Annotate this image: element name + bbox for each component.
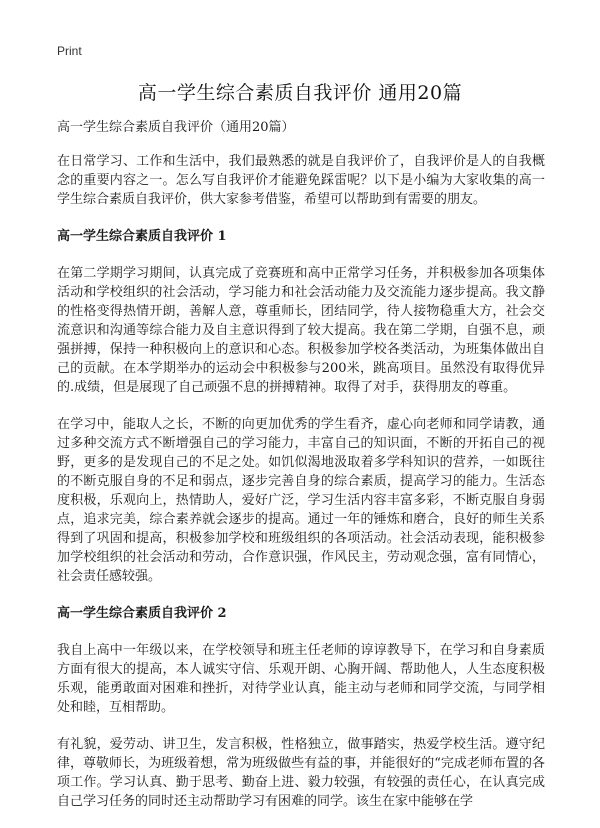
- document-title: 高一学生综合素质自我评价 通用20篇: [137, 82, 463, 104]
- section-paragraph: 在第二学期学习期间，认真完成了竞赛班和高中正常学习任务，并积极参加各项集体活动和学校组织的社会活动，学习能力和社会活动能力及交流能力逐步提高。我文静的性格变得热情开朗，善解人意，尊重师长，团结同学，待人接物稳重大方，社会交流意识和沟通等综合能力及自主意识得到了较大提高。我在第二学期，自强不息，顽强拼搏，保持一种积极向上的意识和心态。积极参加学校各类活动，为班集体做出自己的贡献。在本学期举办的运动会中积极参与200米，跳高项目。虽然没有取得优异的.成绩，但是展现了自己顽强不息的拼搏精神。取得了对手，获得朋友的尊重。: [57, 266, 545, 395]
- section-paragraph: 有礼貌，爱劳动、讲卫生，发言积极，性格独立，做事踏实，热爱学校生活。遵守纪律，尊敬师长，为班级着想，常为班级做些有益的事，并能很好的“完成老师布置的各项工作。学习认真、勤于思考、勤奋上进、毅力较强，有较强的责任心，在认真完成自己学习任务的同时还主动帮助学习有困难的同学。该生在家中能够在学: [57, 737, 545, 809]
- section-heading: 高一学生综合素质自我评价 2: [57, 606, 227, 621]
- document-body: [57, 118, 545, 828]
- section-2: [57, 604, 545, 811]
- document-subtitle: 高一学生综合素质自我评价（通用20篇）: [57, 120, 295, 135]
- print-link[interactable]: Print: [57, 44, 82, 58]
- section-paragraph: 在学习中，能取人之长，不断的向更加优秀的学生看齐，虚心向老师和同学请教，通过多种交流方式不断增强自己的学习能力，丰富自己的知识面，不断的开拓自己的视野，更多的是发现自己的不足之处。如饥似渴地汲取着多学科知识的营养，一如既往的不断克服自身的不足和弱点，逐步完善自身的综合素质，提高学习的能力。生活态度积极，乐观向上，热情助人，爱好广泛，学习生活内容丰富多彩，不断克服自身弱点，追求完美，综合素养就会逐步的提高。通过一年的锤炼和磨合，良好的师生关系得到了巩固和提高，积极参加学校和班级组织的各项活动。社会活动表现，能积极参加学校组织的社会活动和劳动，合作意识强，作风民主，劳动观念强，富有同情心，社会责任感较强。: [57, 417, 545, 584]
- section-1: [57, 227, 545, 586]
- intro-paragraph: 在日常学习、工作和生活中，我们最熟悉的就是自我评价了，自我评价是人的自我概念的重要内容之一。怎么写自我评价才能避免踩雷呢？以下是小编为大家收集的高一学生综合素质自我评价，供大家参考借鉴，希望可以帮助到有需要的朋友。: [57, 154, 545, 207]
- section-heading: 高一学生综合素质自我评价 1: [57, 229, 227, 244]
- section-paragraph: 我自上高中一年级以来，在学校领导和班主任老师的谆谆教导下，在学习和自身素质方面有很大的提高，本人诚实守信、乐观开朗、心胸开阔、帮助他人，人生态度积极乐观，能勇敢面对困难和挫折，对待学业认真，能主动与老师和同学交流，与同学相处和睦，互相帮助。: [57, 643, 545, 715]
